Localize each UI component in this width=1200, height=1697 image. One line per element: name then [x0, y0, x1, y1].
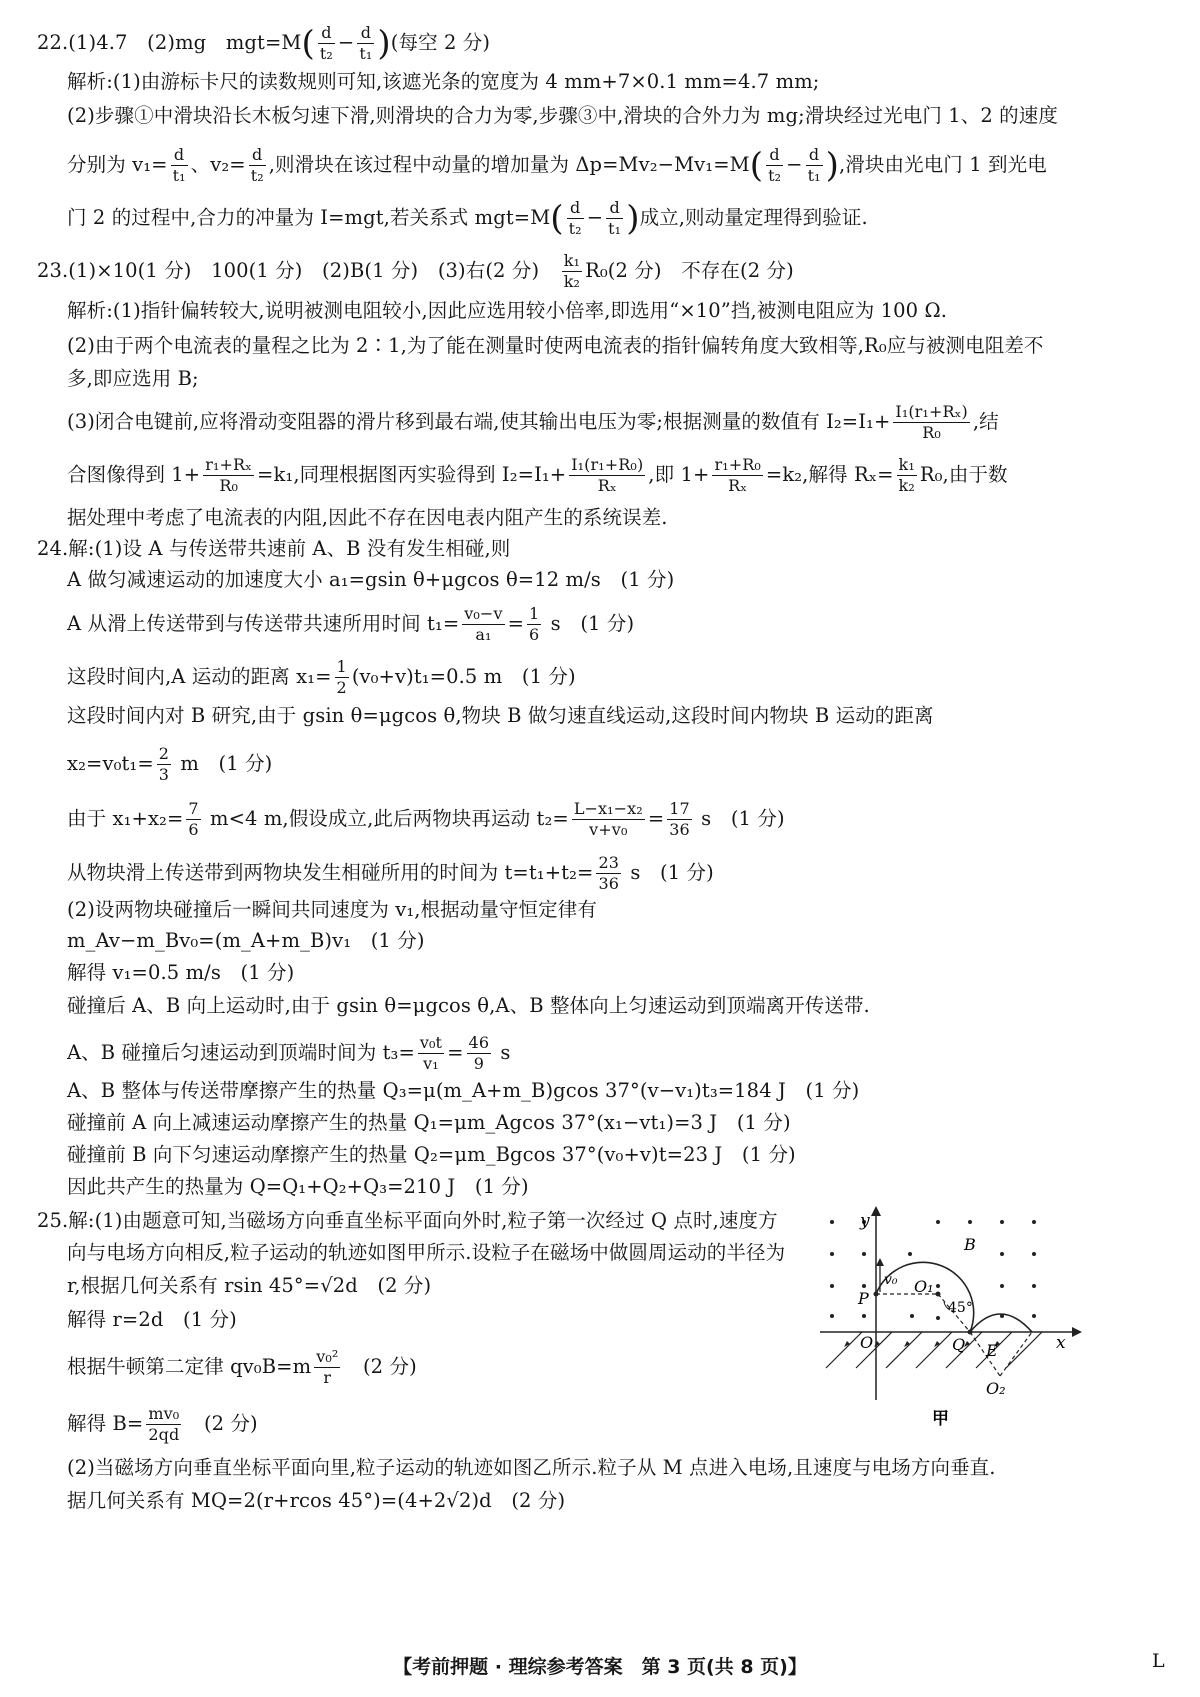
q22-line: 解析:(1)由游标卡尺的读数规则可知,该遮光条的宽度为 4 mm+7×0.1 mm=4.7 mm;	[67, 70, 820, 93]
q25-line: 据几何关系有 MQ=2(r+rcos 45°)=(4+2√2)d (2 分)	[67, 1489, 566, 1512]
q22-answer: 22.(1)4.7 (2)mg mgt=M( $\frac{d}{\text{t₂}}$ − $\frac{d}{\text{t₁}}$ )(每空 2 分)	[37, 23, 491, 64]
label-y: y	[860, 1211, 870, 1231]
q24-line: 碰撞前 B 向下匀速运动摩擦产生的热量 Q₂=μm_Bgcos 37°(v₀+v)t=23 J (1 分)	[67, 1143, 796, 1166]
q22-line: 门 2 的过程中,合力的冲量为 I=mgt,若关系式 mgt=M( $\frac{d}{\text{t₂}}$ − $\frac{d}{\text{t₁}}$ )成立,则动量定理得到验证.	[67, 198, 868, 239]
q24-line: 由于 x₁+x₂= $\frac{7}{6}$ m<4 m,假设成立,此后两物块再运动 t₂= $\frac{\text{L−x₁−x₂}}{\text{v+v₀}}$ = $\frac{17}{36}$ s (1 分)	[67, 799, 785, 839]
label-p: P	[858, 1289, 869, 1308]
q23-line: 解析:(1)指针偏转较大,说明被测电阻较小,因此应选用较小倍率,即选用“×10”挡,被测电阻应为 100 Ω.	[67, 299, 948, 322]
q25-line: (2)当磁场方向垂直坐标平面向里,粒子运动的轨迹如图乙所示.粒子从 M 点进入电场,且速度与电场方向垂直.	[67, 1456, 996, 1479]
label-o: O	[860, 1333, 874, 1352]
q25-line: 25.解:(1)由题意可知,当磁场方向垂直坐标平面向外时,粒子第一次经过 Q 点时,速度方	[37, 1209, 778, 1232]
q24-line: A、B 整体与传送带摩擦产生的热量 Q₃=μ(m_A+m_B)gcos 37°(v−v₁)t₃=184 J (1 分)	[67, 1079, 860, 1102]
q25-line: 解得 r=2d (1 分)	[67, 1308, 237, 1331]
q25-line: r,根据几何关系有 rsin 45°=√2d (2 分)	[67, 1274, 432, 1297]
label-q: Q	[952, 1335, 966, 1354]
q24-line: 从物块滑上传送带到两物块发生相碰所用的时间为 t=t₁+t₂= $\frac{23}{36}$ s (1 分)	[67, 853, 714, 893]
label-e: E	[986, 1341, 998, 1360]
q23-answer: 23.(1)×10(1 分) 100(1 分) (2)B(1 分) (3)右(2 分) $\frac{\text{k₁}}{\text{k₂}}$ R₀(2 分) 不存在(2 分)	[37, 251, 794, 291]
label-o1: O₁	[914, 1277, 934, 1296]
q24-line: 碰撞前 A 向上减速运动摩擦产生的热量 Q₁=μm_Agcos 37°(x₁−vt₁)=3 J (1 分)	[67, 1111, 791, 1134]
label-v0: v₀	[884, 1272, 898, 1288]
q23-line: 据处理中考虑了电流表的内阻,因此不存在因电表内阻产生的系统误差.	[67, 506, 668, 529]
q23-line: 合图像得到 1+ $\frac{\text{r₁+Rₓ}}{\text{R₀}}$ =k₁,同理根据图丙实验得到 I₂=I₁+ $\frac{\text{I₁(r₁+R₀)}}{\text{Rₓ}}$ ,即 1+ $\frac{\text{r₁+R₀}}{\text{Rₓ}}$ =k₂,解得 Rₓ= $\frac{\text{k₁}}{\text{k₂}}$ R₀,由于数	[67, 455, 1008, 495]
q23-line: 多,即应选用 B;	[67, 367, 199, 390]
q24-line: 碰撞后 A、B 向上运动时,由于 gsin θ=μgcos θ,A、B 整体向上匀速运动到顶端离开传送带.	[67, 994, 870, 1017]
figure-caption: 甲	[932, 1409, 949, 1429]
label-x: x	[1056, 1333, 1066, 1353]
page-footer: 【考前押题 · 理综参考答案 第 3 页(共 8 页)】	[393, 1656, 807, 1678]
q24-line: x₂=v₀t₁= $\frac{2}{3}$ m (1 分)	[67, 744, 273, 784]
q24-line: (2)设两物块碰撞后一瞬间共同速度为 v₁,根据动量守恒定律有	[67, 898, 597, 921]
q24-line: A 做匀减速运动的加速度大小 a₁=gsin θ+μgcos θ=12 m/s (1 分)	[67, 568, 675, 591]
q23-line: (2)由于两个电流表的量程之比为 2∶1,为了能在测量时使两电流表的指针偏转角度大致相等,R₀应与被测电阻差不	[67, 334, 1044, 357]
label-angle: 45°	[948, 1300, 973, 1316]
q23-line: (3)闭合电键前,应将滑动变阻器的滑片移到最右端,使其输出电压为零;根据测量的数值有 I₂=I₁+ $\frac{\text{I₁(r₁+Rₓ)}}{\text{R₀}}$ ,结	[67, 402, 999, 442]
q24-line: m_Av−m_Bv₀=(m_A+m_B)v₁ (1 分)	[67, 929, 425, 952]
q24-line: 因此共产生的热量为 Q=Q₁+Q₂+Q₃=210 J (1 分)	[67, 1175, 529, 1198]
q22-line: 分别为 v₁= $\frac{d}{\text{t₁}}$ 、v₂= $\frac{d}{\text{t₂}}$ ,则滑块在该过程中动量的增加量为 Δp=Mv₂−Mv₁=M( $\frac{d}{\text{t₂}}$ − $\frac{d}{\text{t₁}}$ ),滑块由光电门 1 到光电	[67, 145, 1047, 186]
q24-line: A、B 碰撞后匀速运动到顶端时间为 t₃= $\frac{\text{v₀t}}{\text{v₁}}$ = $\frac{46}{9}$ s	[67, 1033, 511, 1073]
q24-line: 解得 v₁=0.5 m/s (1 分)	[67, 961, 295, 984]
q25-line: 解得 B= $\frac{\text{mv₀}}{2qd}$ (2 分)	[67, 1404, 258, 1444]
figure-jia	[820, 1200, 1090, 1430]
q24-line: 24.解:(1)设 A 与传送带共速前 A、B 没有发生相碰,则	[37, 537, 511, 560]
q25-line: 根据牛顿第二定律 qv₀B=m $\frac{\text{v₀²}}{r}$ (2 分)	[67, 1347, 417, 1387]
label-o2: O₂	[986, 1379, 1006, 1398]
corner-letter: L	[1152, 1650, 1165, 1672]
q25-line: 向与电场方向相反,粒子运动的轨迹如图甲所示.设粒子在磁场中做圆周运动的半径为	[67, 1241, 786, 1264]
label-b: B	[964, 1235, 976, 1254]
q24-line: 这段时间内,A 运动的距离 x₁= $\frac{1}{2}$ (v₀+v)t₁=0.5 m (1 分)	[67, 657, 576, 697]
q24-line: A 从滑上传送带到与传送带共速所用时间 t₁= $\frac{\text{v₀−v}}{\text{a₁}}$ = $\frac{1}{6}$ s (1 分)	[67, 604, 635, 644]
q24-line: 这段时间内对 B 研究,由于 gsin θ=μgcos θ,物块 B 做匀速直线运动,这段时间内物块 B 运动的距离	[67, 704, 934, 727]
q22-line: (2)步骤①中滑块沿长木板匀速下滑,则滑块的合力为零,步骤③中,滑块的合外力为 mg;滑块经过光电门 1、2 的速度	[67, 104, 1058, 127]
